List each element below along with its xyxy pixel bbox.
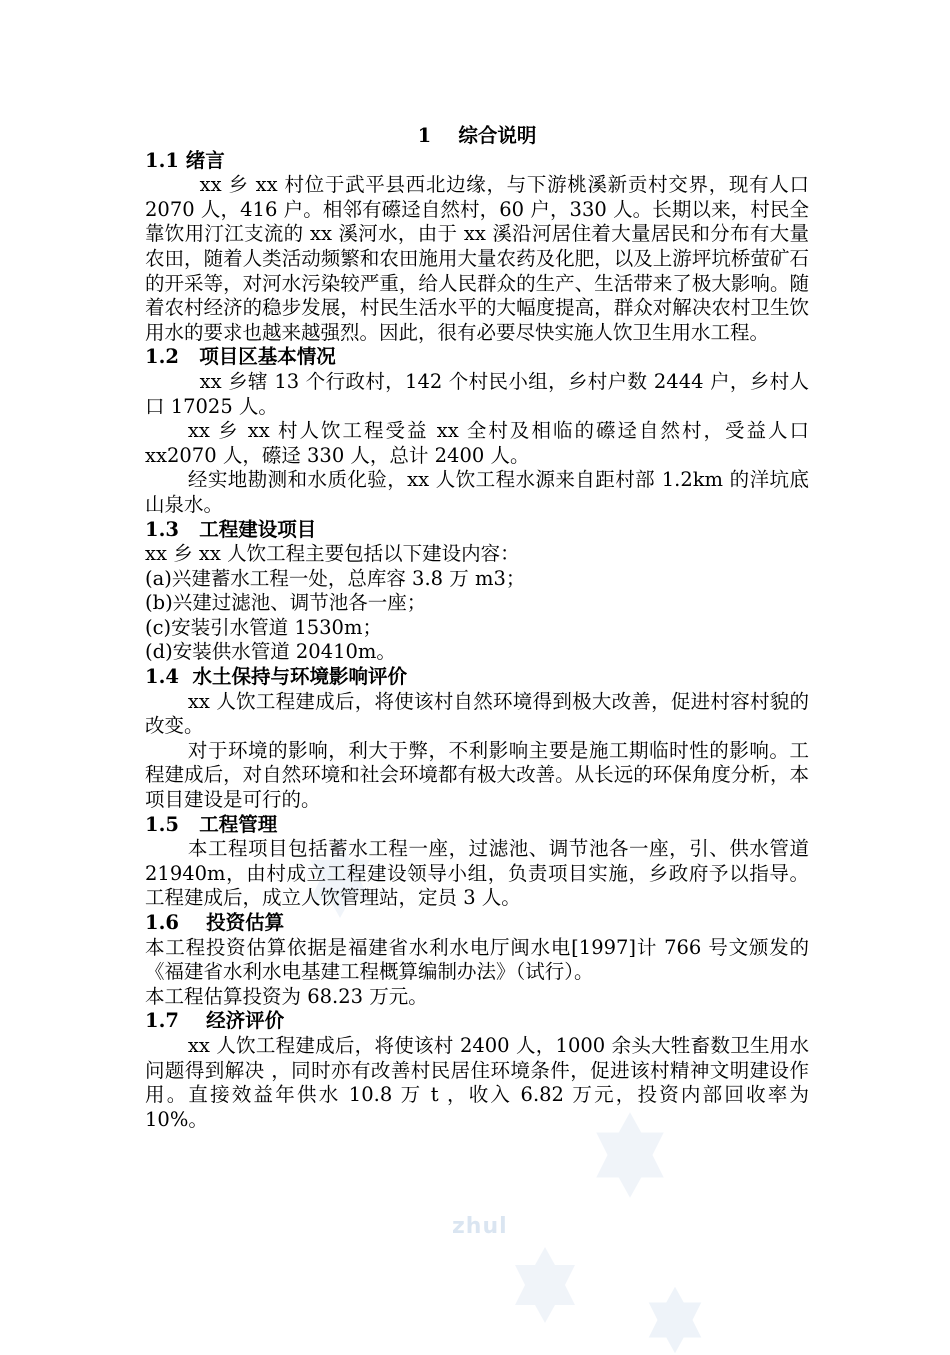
text-line: 本工程估算投资为 68.23 万元。: [145, 984, 428, 1008]
paragraph: xx 人饮工程建成后，将使该村自然环境得到极大改善，促进村容村貌的改变。: [145, 689, 809, 738]
section-heading: 1.4 水土保持与环境影响评价: [145, 665, 408, 689]
document-title: 1 综合说明: [417, 124, 537, 147]
watermark-text: zhul: [452, 1214, 508, 1239]
snowflake-watermark-icon: [640, 1285, 710, 1355]
text-line: (c)安装引水管道 1530m；: [145, 615, 382, 639]
document-body: [145, 124, 809, 1132]
sections-container: [145, 149, 809, 1133]
text-line: (a)兴建蓄水工程一处，总库容 3.8 万 m3；: [145, 566, 526, 590]
paragraph: xx 乡 xx 村位于武平县西北边缘，与下游桃溪新贡村交界，现有人口 2070 人，416 户。相邻有礤迳自然村，60 户，330 人。长期以来，村民全靠饮用汀江支流的 xx 溪河水，由于 xx 溪沿河居住着大量居民和分布有大量农田，随着人类活动频繁和农田施用大量农药及化肥，以及上游坪坑桥萤矿石的开采等，对河水污染较严重，给人民群众的生产、生活带来了极大影响。随着农村经济的稳步发展，村民生活水平的大幅度提高，群众对解决农村卫生饮用水的要求也越来越强烈。因此，很有必要尽快实施人饮卫生用水工程。: [145, 173, 809, 344]
section-heading: 1.1 绪言: [145, 148, 225, 172]
paragraph: xx 人饮工程建成后，将使该村 2400 人，1000 余头大牲畜数卫生用水问题得到解决 ，同时亦有改善村民居住环境条件，促进该村精神文明建设作用。直接效益年供水 10.8 万 t ，收入 6.82 万元，投资内部回收率为 10%。: [145, 1033, 809, 1131]
section-heading: 1.7 经济评价: [145, 1009, 285, 1033]
text-line: xx 乡 xx 人饮工程主要包括以下建设内容：: [145, 542, 520, 566]
section-heading: 1.6 投资估算: [145, 911, 285, 934]
snowflake-watermark-icon: [505, 1245, 585, 1325]
text-line: (d)安装供水管道 20410m。: [145, 640, 396, 664]
section-heading: 1.2 项目区基本情况: [145, 345, 336, 369]
paragraph: xx 乡 xx 村人饮工程受益 xx 全村及相临的礤迳自然村，受益人口 xx2070 人，礤迳 330 人，总计 2400 人。: [145, 419, 809, 467]
section-heading: 1.5 工程管理: [145, 812, 278, 836]
paragraph: 对于环境的影响，利大于弊，不利影响主要是施工期临时性的影响。工程建成后，对自然环境和社会环境都有极大改善。从长远的环保角度分析，本项目建设是可行的。: [145, 738, 809, 812]
section-heading: 1.3 工程建设项目: [145, 517, 317, 541]
paragraph: 经实地勘测和水质化验，xx 人饮工程水源来自距村部 1.2km 的洋坑底山泉水。: [145, 468, 809, 516]
paragraph: xx 乡辖 13 个行政村，142 个村民小组，乡村户数 2444 户，乡村人口 17025 人。: [145, 369, 809, 418]
text-line: (b)兴建过滤池、调节池各一座；: [145, 591, 427, 615]
paragraph: 本工程项目包括蓄水工程一座，过滤池、调节池各一座，引、供水管道 21940m，由村成立工程建设领导小组，负责项目实施，乡政府予以指导。工程建成后，成立人饮管理站，定员 3 人。: [145, 837, 809, 910]
text-line: 本工程投资估算依据是福建省水利水电厅闽水电[1997]计 766 号文颁发的《福建省水利水电基建工程概算编制办法》（试行）。: [145, 935, 809, 984]
